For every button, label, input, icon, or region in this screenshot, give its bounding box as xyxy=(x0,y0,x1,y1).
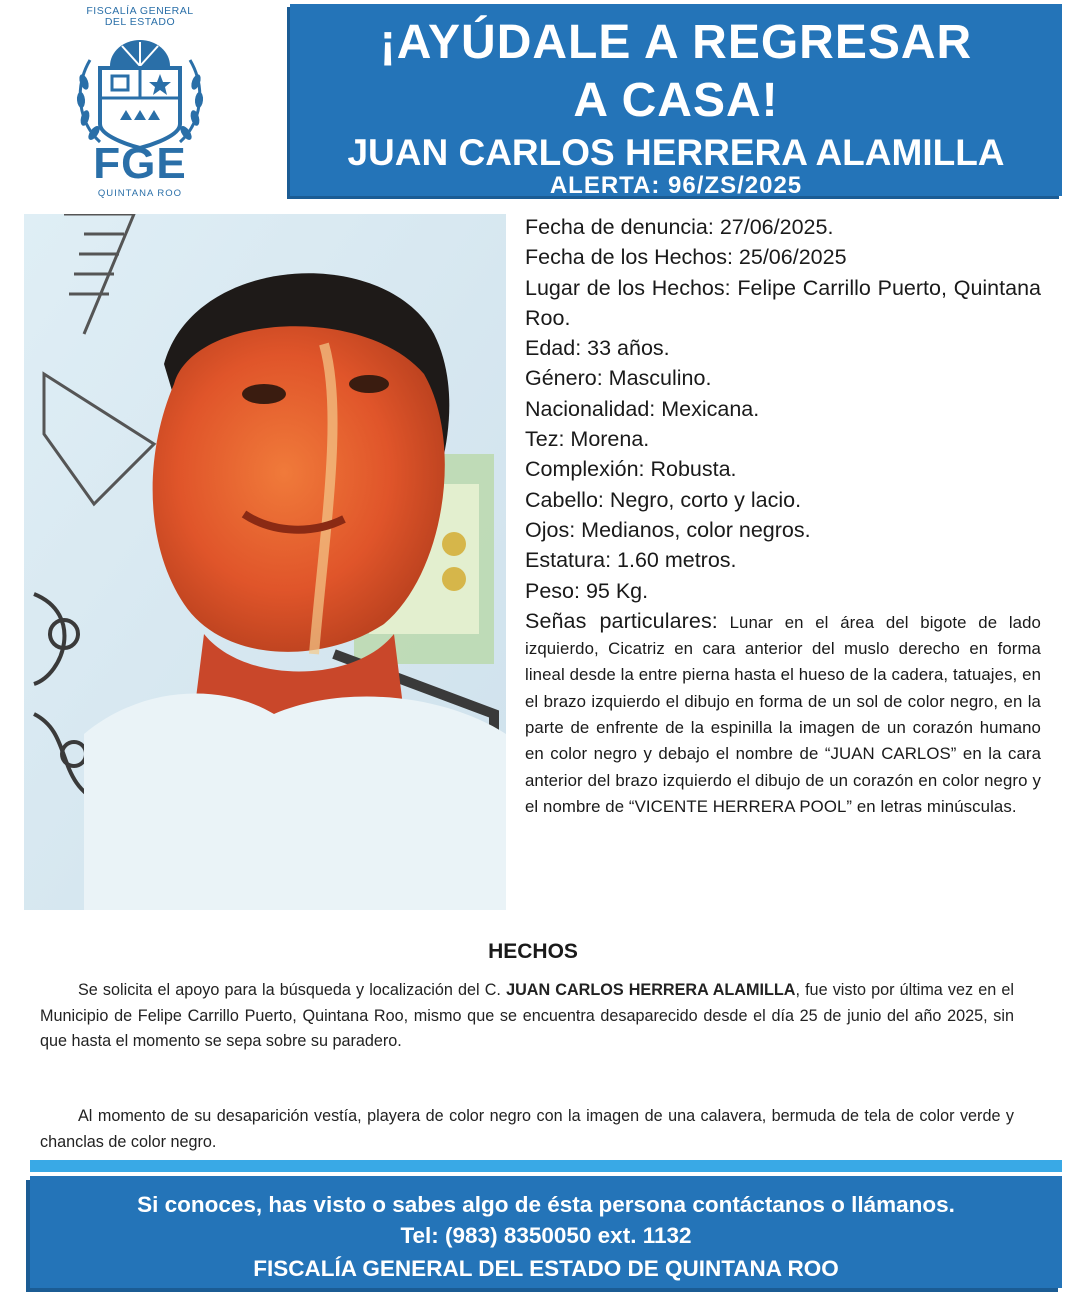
person-details xyxy=(525,212,1041,820)
facts-p1-name: JUAN CARLOS HERRERA ALAMILLA xyxy=(506,981,796,999)
alert-number: ALERTA: 96/ZS/2025 xyxy=(549,172,803,199)
missing-person-name: JUAN CARLOS HERRERA ALAMILLA xyxy=(347,132,1005,173)
report-date: Fecha de denuncia: 27/06/2025. xyxy=(525,215,834,239)
incident-date: Fecha de los Hechos: 25/06/2025 xyxy=(525,245,847,270)
distinguishing-marks-text: Lunar en el área del bigote de lado izquierdo, Cicatriz en cara anterior del muslo derecho en forma lineal desde la entre pierna hasta el hueso de la cadera, tatuajes, en el brazo izquierdo el dibujo en forma de un sol de color negro, en la parte de enfrente de la espinilla la imagen de un corazón humano en color negro y debajo el nombre de “JUAN CARLOS” en la cara anterior del brazo izquierdo el dibujo de un corazón en color negro y el nombre de “VICENTE HERRERA POOL” en letras minúsculas. xyxy=(525,612,1041,816)
distinguishing-marks xyxy=(525,608,1041,820)
headline-line-1: ¡AYÚDALE A REGRESAR xyxy=(379,16,973,69)
facts-title: HECHOS xyxy=(488,940,578,963)
contact-call-to-action: Si conoces, has visto o sabes algo de ésta persona contáctanos o llámanos. xyxy=(137,1192,955,1217)
fge-logo xyxy=(60,6,220,202)
complexion-skin: Tez: Morena. xyxy=(525,427,650,452)
age: Edad: 33 años. xyxy=(525,336,670,361)
logo-top-line-2: DEL ESTADO xyxy=(104,16,176,28)
eyes: Ojos: Medianos, color negros. xyxy=(525,517,811,542)
hair: Cabello: Negro, corto y lacio. xyxy=(525,487,802,512)
facts-paragraph-2: Al momento de su desaparición vestía, playera de color negro con la imagen de una calavera, bermuda de tela de color verde y chanclas de color negro. xyxy=(40,1107,1014,1151)
header-banner xyxy=(290,4,1062,199)
facts-paragraph-1 xyxy=(40,978,1014,1055)
headline-line-2: A CASA! xyxy=(573,74,779,127)
logo-acronym: FGE xyxy=(93,139,187,188)
distinguishing-marks-label: Señas particulares: xyxy=(525,608,718,633)
logo-top-line-1: FISCALÍA GENERAL xyxy=(86,5,194,17)
state-emblem-icon xyxy=(70,32,210,152)
footer-banner xyxy=(30,1176,1062,1288)
contact-phone: Tel: (983) 8350050 ext. 1132 xyxy=(400,1223,692,1248)
logo-institution-text xyxy=(60,6,220,28)
facts-p1-end: , fue visto por última vez en el Municipio de Felipe Carrillo Puerto, Quintana Roo, mismo que se encuentra desaparecido desde el día 25 de junio del año 2025, sin que hasta el momento se sepa sobre su paradero. xyxy=(40,981,1014,1050)
weight: Peso: 95 Kg. xyxy=(525,578,649,603)
nationality: Nacionalidad: Mexicana. xyxy=(525,396,760,421)
footer-accent-strip xyxy=(30,1160,1062,1172)
logo-state-text: QUINTANA ROO xyxy=(97,188,183,199)
build: Complexión: Robusta. xyxy=(525,457,737,482)
agency-name: FISCALÍA GENERAL DEL ESTADO DE QUINTANA ROO xyxy=(253,1256,839,1281)
gender: Género: Masculino. xyxy=(525,366,712,391)
facts-p1-start: Se solicita el apoyo para la búsqueda y localización del C. xyxy=(78,981,507,999)
missing-person-photo xyxy=(24,214,506,910)
incident-place: Lugar de los Hechos: Felipe Carrillo Puerto, Quintana Roo. xyxy=(525,275,1041,330)
height: Estatura: 1.60 metros. xyxy=(525,548,737,573)
